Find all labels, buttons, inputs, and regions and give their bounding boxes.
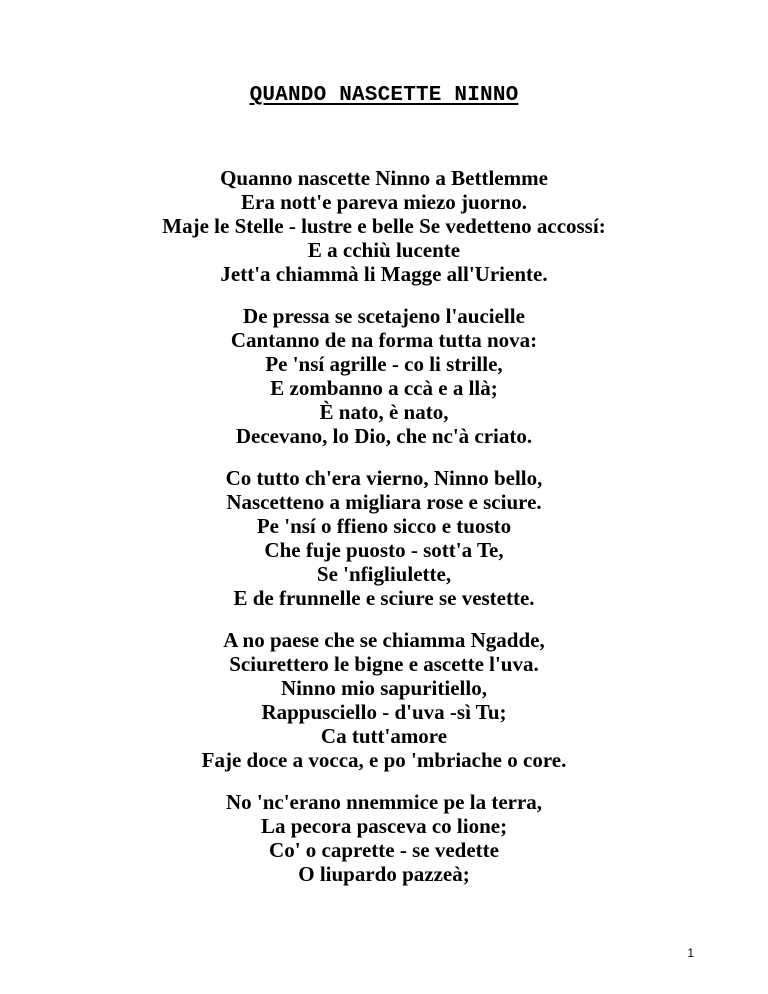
poem-line: O liupardo pazzeà; (298, 862, 470, 886)
poem-line: Quanno nascette Ninno a Bettlemme (220, 166, 548, 190)
page-number: 1 (687, 946, 694, 960)
poem-line: Co tutto ch'era vierno, Ninno bello, (225, 466, 543, 490)
poem-line: Che fuje puosto - sott'a Te, (264, 538, 504, 562)
poem-line: Cantanno de na forma tutta nova: (230, 328, 538, 352)
poem-line: E zombanno a ccà e a llà; (270, 376, 498, 400)
poem-line: E a cchiù lucente (307, 238, 461, 262)
poem-line: Sciurettero le bigne e ascette l'uva. (229, 652, 539, 676)
poem-line: Decevano, lo Dio, che nc'à criato. (235, 424, 533, 448)
poem-line: Rappusciello - d'uva -sì Tu; (261, 700, 507, 724)
stanza (0, 166, 768, 286)
poem-line: No 'nc'erano nnemmice pe la terra, (225, 790, 543, 814)
poem-line: E de frunnelle e sciure se vestette. (233, 586, 535, 610)
poem-line: A no paese che se chiamma Ngadde, (223, 628, 545, 652)
poem-line: È nato, è nato, (319, 400, 449, 424)
poem-line: Ninno mio sapuritiello, (281, 676, 487, 700)
stanza (0, 304, 768, 448)
stanza (0, 790, 768, 886)
poem-line: Pe 'nsí agrille - co li strille, (265, 352, 503, 376)
poem-line: Maje le Stelle - lustre e belle Se vedetteno accossí: (162, 214, 606, 238)
poem-line: Nascetteno a migliara rose e sciure. (226, 490, 542, 514)
poem-line: De pressa se scetajeno l'aucielle (243, 304, 525, 328)
poem-line: Se 'nfigliulette, (316, 562, 452, 586)
poem-body (0, 166, 768, 886)
poem-line: Pe 'nsí o ffieno sicco e tuosto (256, 514, 512, 538)
poem-line: Faje doce a vocca, e po 'mbriache o core. (201, 748, 567, 772)
poem-line: Ca tutt'amore (320, 724, 448, 748)
poem-line: Jett'a chiammà li Magge all'Uriente. (220, 262, 548, 286)
stanza (0, 466, 768, 610)
stanza (0, 628, 768, 772)
poem-line: La pecora pasceva co lione; (260, 814, 508, 838)
page-title: QUANDO NASCETTE NINNO (249, 84, 519, 107)
poem-line: Co' o caprette - se vedette (269, 838, 499, 862)
poem-line: Era nott'e pareva miezo juorno. (241, 190, 527, 214)
